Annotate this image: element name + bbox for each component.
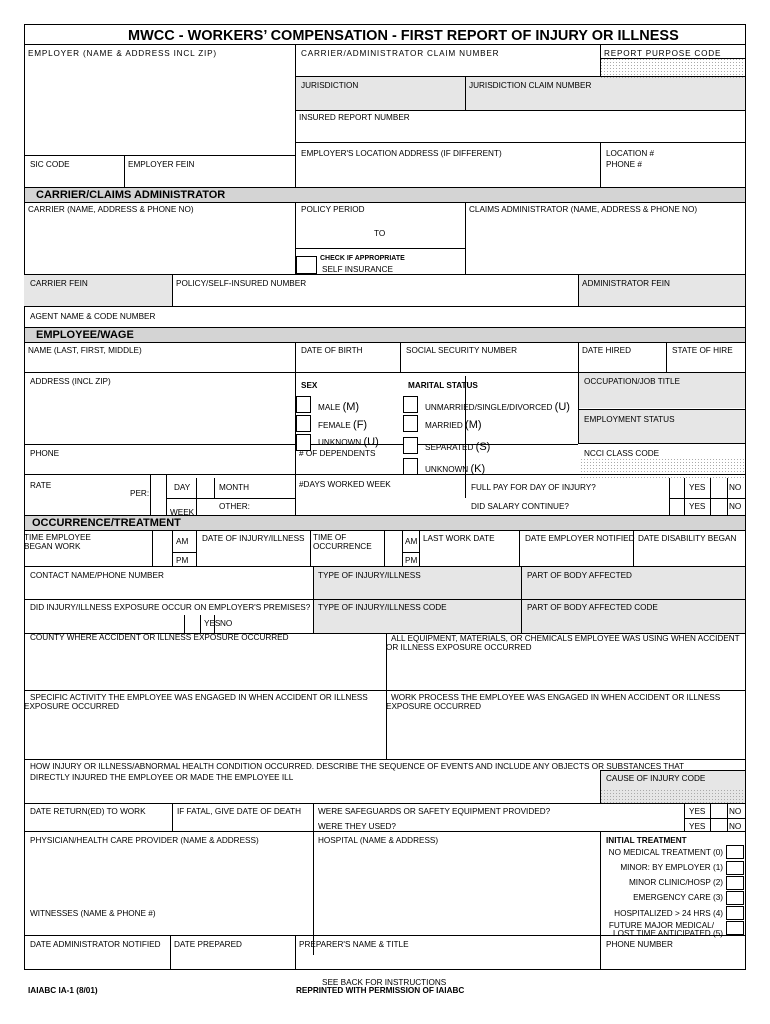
unmarried-label — [425, 402, 570, 413]
married-code: (M) — [465, 419, 482, 431]
sex-unknown-label — [318, 437, 379, 448]
cause-code-label: CAUSE OF INJURY CODE — [606, 774, 706, 783]
agent-label: AGENT NAME & CODE NUMBER — [30, 312, 156, 321]
return-work-label: DATE RETURN(ED) TO WORK — [30, 807, 146, 816]
address-label: ADDRESS (INCL ZIP) — [30, 377, 111, 386]
marital-unknown-checkbox[interactable] — [403, 458, 418, 475]
sic-code-label: SIC CODE — [30, 160, 70, 169]
equipment-label-1: ALL EQUIPMENT, MATERIALS, OR CHEMICALS EMPLOYEE WAS USING WHEN ACCIDENT — [391, 634, 740, 643]
ncci-shade — [580, 458, 745, 478]
sex-label: SEX — [301, 381, 318, 390]
separated-code: (S) — [475, 441, 491, 453]
employer-name-label: EMPLOYER (NAME & ADDRESS INCL ZIP) — [28, 49, 217, 58]
full-pay-no: NO — [729, 483, 742, 492]
time-began-pm: PM — [176, 556, 189, 565]
premises-no: NO — [220, 619, 233, 628]
date-notified-label: DATE EMPLOYER NOTIFIED — [525, 534, 635, 543]
marital-separated-checkbox[interactable] — [403, 437, 418, 454]
used-no: NO — [729, 822, 742, 831]
admin-fein-label: ADMINISTRATOR FEIN — [582, 279, 670, 288]
witnesses-label: WITNESSES (NAME & PHONE #) — [30, 909, 156, 918]
salary-no: NO — [729, 502, 742, 511]
policy-to-label: TO — [374, 229, 386, 238]
male-label — [318, 402, 359, 413]
see-back-note: SEE BACK FOR INSTRUCTIONS — [322, 978, 447, 987]
per-other-label: OTHER: — [219, 502, 250, 511]
employee-name-label: NAME (LAST, FIRST, MIDDLE) — [28, 346, 142, 355]
per-month-label: MONTH — [219, 483, 250, 492]
how-occurred-label-2: DIRECTLY INJURED THE EMPLOYEE OR MADE THE EMPLOYEE ILL — [30, 773, 294, 782]
per-week-label: WEEK — [170, 508, 195, 517]
marital-unknown-code: (K) — [470, 463, 486, 475]
date-prepared-label: DATE PREPARED — [174, 940, 242, 949]
sex-unknown-text: UNKNOWN — [318, 438, 362, 447]
initial-treatment-label: INITIAL TREATMENT — [606, 836, 687, 845]
phone-label: PHONE — [30, 449, 60, 458]
hospital-label: HOSPITAL (NAME & ADDRESS) — [318, 836, 439, 845]
used-label: WERE THEY USED? — [318, 822, 396, 831]
treatment-4-checkbox[interactable] — [726, 906, 744, 920]
full-pay-yes: YES — [689, 483, 706, 492]
date-injury-label: DATE OF INJURY/ILLNESS — [202, 534, 305, 543]
treatment-1-checkbox[interactable] — [726, 861, 744, 875]
time-occ-pm: PM — [405, 556, 418, 565]
occurrence-section-title: OCCURRENCE/TREATMENT — [32, 517, 181, 529]
date-hired-label: DATE HIRED — [582, 346, 631, 355]
marital-unmarried-checkbox[interactable] — [403, 396, 418, 413]
jurisdiction-claim-label: JURISDICTION CLAIM NUMBER — [469, 81, 592, 90]
insured-report-label: INSURED REPORT NUMBER — [299, 113, 410, 122]
process-label-2: EXPOSURE OCCURRED — [386, 702, 482, 711]
injury-type-label: TYPE OF INJURY/ILLNESS — [318, 571, 421, 580]
carrier-fein-label: CARRIER FEIN — [30, 279, 88, 288]
dob-label: DATE OF BIRTH — [301, 346, 363, 355]
per-day-label: DAY — [174, 483, 191, 492]
marital-label: MARITAL STATUS — [408, 381, 478, 390]
activity-label-1: SPECIFIC ACTIVITY THE EMPLOYEE WAS ENGAGED IN WHEN ACCIDENT OR ILLNESS — [30, 693, 368, 702]
phone-number-label: PHONE NUMBER — [606, 940, 673, 949]
contact-label: CONTACT NAME/PHONE NUMBER — [30, 571, 164, 580]
policy-number-label: POLICY/SELF-INSURED NUMBER — [176, 279, 307, 288]
male-code: (M) — [342, 401, 360, 413]
preparer-label: PREPARER'S NAME & TITLE — [299, 940, 409, 949]
marital-married-checkbox[interactable] — [403, 415, 418, 432]
treatment-5-checkbox[interactable] — [726, 921, 744, 935]
treatment-5-label-2: LOST TIME ANTICIPATED (5) — [613, 929, 723, 938]
last-work-label: LAST WORK DATE — [423, 534, 495, 543]
location-number-label: LOCATION # — [606, 149, 655, 158]
married-text: MARRIED — [425, 421, 463, 430]
employee-section-title: EMPLOYEE/WAGE — [36, 329, 134, 341]
days-worked-label: #DAYS WORKED WEEK — [299, 480, 391, 489]
sex-unknown-code: (U) — [363, 436, 379, 448]
location-address-label: EMPLOYER'S LOCATION ADDRESS (IF DIFFERENT) — [301, 149, 502, 158]
female-code: (F) — [353, 419, 368, 431]
unmarried-code: (U) — [554, 401, 570, 413]
sex-female-checkbox[interactable] — [296, 415, 311, 432]
occupation-label: OCCUPATION/JOB TITLE — [584, 377, 680, 386]
fatal-label: IF FATAL, GIVE DATE OF DEATH — [177, 807, 302, 816]
time-began-label: TIME EMPLOYEE BEGAN WORK — [24, 533, 91, 551]
reprinted-note: REPRINTED WITH PERMISSION OF IAIABC — [296, 986, 465, 995]
process-label-1: WORK PROCESS THE EMPLOYEE WAS ENGAGED IN WHEN ACCIDENT OR ILLNESS — [391, 693, 721, 702]
per-label: PER: — [130, 489, 150, 498]
self-insurance-checkbox[interactable] — [296, 256, 317, 274]
separated-label — [425, 442, 490, 453]
safeguards-label: WERE SAFEGUARDS OR SAFETY EQUIPMENT PROVIDED? — [318, 807, 551, 816]
full-pay-label: FULL PAY FOR DAY OF INJURY? — [471, 483, 596, 492]
ssn-label: SOCIAL SECURITY NUMBER — [406, 346, 518, 355]
employer-phone-label: PHONE # — [606, 160, 642, 169]
check-if-appropriate-label: CHECK IF APPROPRIATE — [320, 255, 405, 262]
treatment-2-label: MINOR CLINIC/HOSP (2) — [628, 878, 723, 887]
treatment-3-checkbox[interactable] — [726, 891, 744, 905]
state-hire-label: STATE OF HIRE — [672, 346, 733, 355]
admin-notified-label: DATE ADMINISTRATOR NOTIFIED — [30, 940, 161, 949]
employer-fein-label: EMPLOYER FEIN — [128, 160, 195, 169]
time-occurrence-label: TIME OF OCCURRENCE — [313, 533, 372, 551]
safeguards-no: NO — [729, 807, 742, 816]
claims-admin-label: CLAIMS ADMINISTRATOR (NAME, ADDRESS & PHONE NO) — [469, 205, 698, 214]
marital-unknown-label — [425, 464, 485, 475]
treatment-0-label: NO MEDICAL TREATMENT (0) — [608, 848, 723, 857]
cause-code-dots — [600, 789, 745, 803]
activity-label-2: EXPOSURE OCCURRED — [24, 702, 120, 711]
carrier-label: CARRIER (NAME, ADDRESS & PHONE NO) — [28, 205, 194, 214]
treatment-1-label: MINOR: BY EMPLOYER (1) — [620, 863, 723, 872]
self-insurance-label: SELF INSURANCE — [322, 265, 393, 274]
unmarried-text: UNMARRIED/SINGLE/DIVORCED — [425, 403, 553, 412]
treatment-3-label: EMERGENCY CARE (3) — [633, 893, 723, 902]
disability-label: DATE DISABILITY BEGAN — [638, 534, 737, 543]
physician-label: PHYSICIAN/HEALTH CARE PROVIDER (NAME & ADDRESS) — [30, 836, 259, 845]
how-occurred-label-1: HOW INJURY OR ILLNESS/ABNORMAL HEALTH CONDITION OCCURRED. DESCRIBE THE SEQUENCE OF EVENTS AND INCLUDE ANY OBJECTS OR SUBSTANCES THAT — [30, 762, 685, 771]
form-id: IAIABC IA-1 (8/01) — [28, 986, 98, 995]
marital-unknown-text: UNKNOWN — [425, 465, 469, 474]
rate-label: RATE — [30, 481, 52, 490]
carrier-section-title: CARRIER/CLAIMS ADMINISTRATOR — [36, 189, 226, 201]
treatment-5-label-1: FUTURE MAJOR MEDICAL/ — [608, 921, 714, 930]
time-occ-am: AM — [405, 537, 418, 546]
equipment-label-2: OR ILLNESS EXPOSURE OCCURRED — [386, 643, 532, 652]
employment-status-label: EMPLOYMENT STATUS — [584, 415, 675, 424]
claim-number-label: CARRIER/ADMINISTRATOR CLAIM NUMBER — [301, 49, 500, 58]
dependents-label: # OF DEPENDENTS — [299, 449, 376, 458]
sex-male-checkbox[interactable] — [296, 396, 311, 413]
married-label — [425, 420, 482, 431]
salary-continue-label: DID SALARY CONTINUE? — [471, 502, 569, 511]
form-title: MWCC - WORKERS’ COMPENSATION - FIRST REPORT OF INJURY OR ILLNESS — [128, 28, 679, 44]
used-yes: YES — [689, 822, 706, 831]
purpose-code-label: REPORT PURPOSE CODE — [604, 49, 722, 58]
female-text: FEMALE — [318, 421, 351, 430]
premises-yes: YES — [204, 619, 221, 628]
county-label: COUNTY WHERE ACCIDENT OR ILLNESS EXPOSURE OCCURRED — [30, 633, 289, 642]
policy-period-label: POLICY PERIOD — [301, 205, 365, 214]
premises-label: DID INJURY/ILLNESS EXPOSURE OCCUR ON EMPLOYER'S PREMISES? — [30, 603, 311, 612]
separated-text: SEPARATED — [425, 443, 474, 452]
body-part-label: PART OF BODY AFFECTED — [527, 571, 632, 580]
injury-code-label: TYPE OF INJURY/ILLNESS CODE — [318, 603, 447, 612]
safeguards-yes: YES — [689, 807, 706, 816]
body-code-label: PART OF BODY AFFECTED CODE — [527, 603, 658, 612]
treatment-4-label: HOSPITALIZED > 24 HRS (4) — [614, 909, 723, 918]
salary-yes: YES — [689, 502, 706, 511]
treatment-0-checkbox[interactable] — [726, 845, 744, 859]
treatment-2-checkbox[interactable] — [726, 876, 744, 890]
female-label — [318, 420, 367, 431]
time-began-am: AM — [176, 537, 189, 546]
jurisdiction-label: JURISDICTION — [301, 81, 359, 90]
ncci-label: NCCI CLASS CODE — [584, 449, 660, 458]
male-text: MALE — [318, 403, 341, 412]
